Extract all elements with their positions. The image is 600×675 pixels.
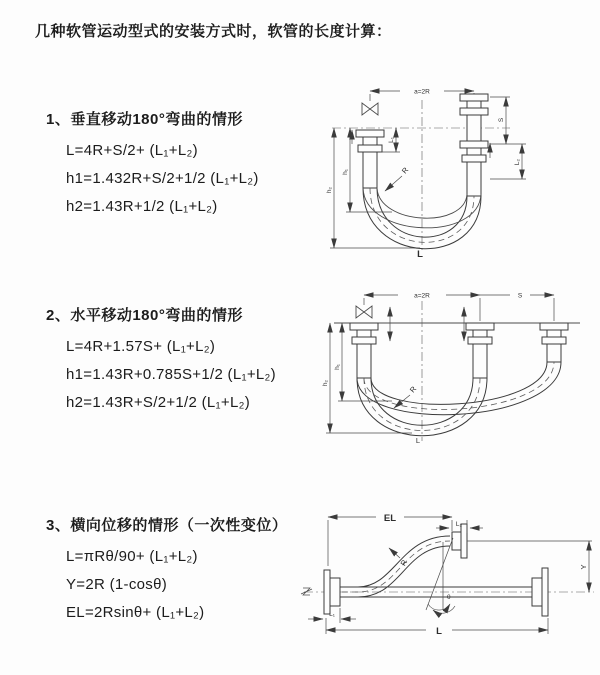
dim-label-h2: h₂ <box>322 379 329 387</box>
radius-label: R <box>407 384 419 395</box>
section-1 <box>46 108 259 221</box>
dim-label-l1: L₁ <box>388 137 395 143</box>
section-1-heading: 1、垂直移动180°弯曲的情形 <box>46 111 243 128</box>
dimension-l <box>326 618 548 637</box>
dim-label-l: L <box>436 626 442 637</box>
formula-line: Y=2R (1-cosθ) <box>66 576 168 593</box>
formula-line: L=4R+1.57S+ (L₁+L₂) <box>66 338 216 355</box>
dim-label-h2: h₂ <box>326 186 333 194</box>
dimension-l1 <box>308 608 356 623</box>
dimension-s <box>490 97 526 144</box>
valve-icon <box>362 103 378 115</box>
section-2-heading: 2、水平移动180°弯曲的情形 <box>46 307 243 324</box>
radius-label: R <box>398 558 410 568</box>
formula-line: h1=1.432R+S/2+1/2 (L₁+L₂) <box>66 170 259 187</box>
braided-hose-section <box>473 344 487 378</box>
dim-label-h1: h₁ <box>342 169 349 175</box>
middle-flange-fitting <box>466 323 494 378</box>
right-flange-fitting-upper <box>460 94 488 141</box>
dimension-s <box>480 293 554 322</box>
section-2 <box>46 304 276 417</box>
dim-label-l2: L₂ <box>514 158 521 166</box>
dimension-a2r <box>370 89 474 102</box>
dim-label-s: S <box>517 292 523 300</box>
dimension-el <box>328 513 467 566</box>
dim-label-a2r: a=2R <box>414 292 430 300</box>
radius-leader <box>394 384 419 408</box>
section-3-heading: 3、横向位移的情形（一次性变位） <box>46 517 288 534</box>
section-3-formulas <box>66 543 287 627</box>
right-flange-fitting-lower <box>460 141 490 196</box>
dimension-l2 <box>436 521 483 528</box>
section-3 <box>46 514 287 627</box>
radius-label: R <box>399 165 411 176</box>
length-label: L <box>417 249 423 258</box>
page-title: 几种软管运动型式的安装方式时，软管的长度计算： <box>35 23 392 40</box>
centerline-symbol <box>301 588 312 595</box>
right-flange-fitting-moved <box>540 323 568 362</box>
diagram-vertical-180-bend <box>312 80 597 258</box>
dim-label-el: EL <box>383 513 397 524</box>
braided-hose-section <box>467 162 481 196</box>
valve-icon <box>356 306 372 318</box>
angle-label: θ <box>447 594 451 601</box>
formula-line: L=4R+S/2+ (L₁+L₂) <box>66 142 198 159</box>
hose-u-bend-arcs <box>357 362 561 436</box>
left-flange-fitting <box>352 130 384 188</box>
diagram-lateral-displacement <box>300 506 598 646</box>
dim-label-y: Y <box>579 564 588 570</box>
dim-label-h1: h₁ <box>334 364 341 370</box>
formula-line: h2=1.43R+1/2 (L₁+L₂) <box>66 198 218 215</box>
dimension-y <box>467 541 592 592</box>
diagram-horizontal-180-bend <box>312 283 597 448</box>
formula-line: h2=1.43R+S/2+1/2 (L₁+L₂) <box>66 394 251 411</box>
braided-hose-section <box>357 344 371 378</box>
radius-leader <box>389 548 409 567</box>
formula-line: h1=1.43R+0.785S+1/2 (L₁+L₂) <box>66 366 276 383</box>
radius-leader <box>385 165 411 191</box>
length-label: L <box>415 436 421 445</box>
section-1-formulas <box>66 137 259 221</box>
formula-line: EL=2Rsinθ+ (L₁+L₂) <box>66 604 205 621</box>
formula-line: L=πRθ/90+ (L₁+L₂) <box>66 548 198 565</box>
dim-label-l1: L₁ <box>329 611 335 618</box>
dim-label-l2: L₂ <box>455 521 463 528</box>
left-flange-fitting <box>350 323 378 378</box>
dimension-l2 <box>490 144 526 179</box>
dim-label-a2r: a=2R <box>414 88 430 96</box>
section-2-formulas <box>66 333 276 417</box>
dim-label-s: S <box>498 117 505 123</box>
left-flange-fitting <box>324 570 340 614</box>
braided-hose-section <box>363 152 377 188</box>
